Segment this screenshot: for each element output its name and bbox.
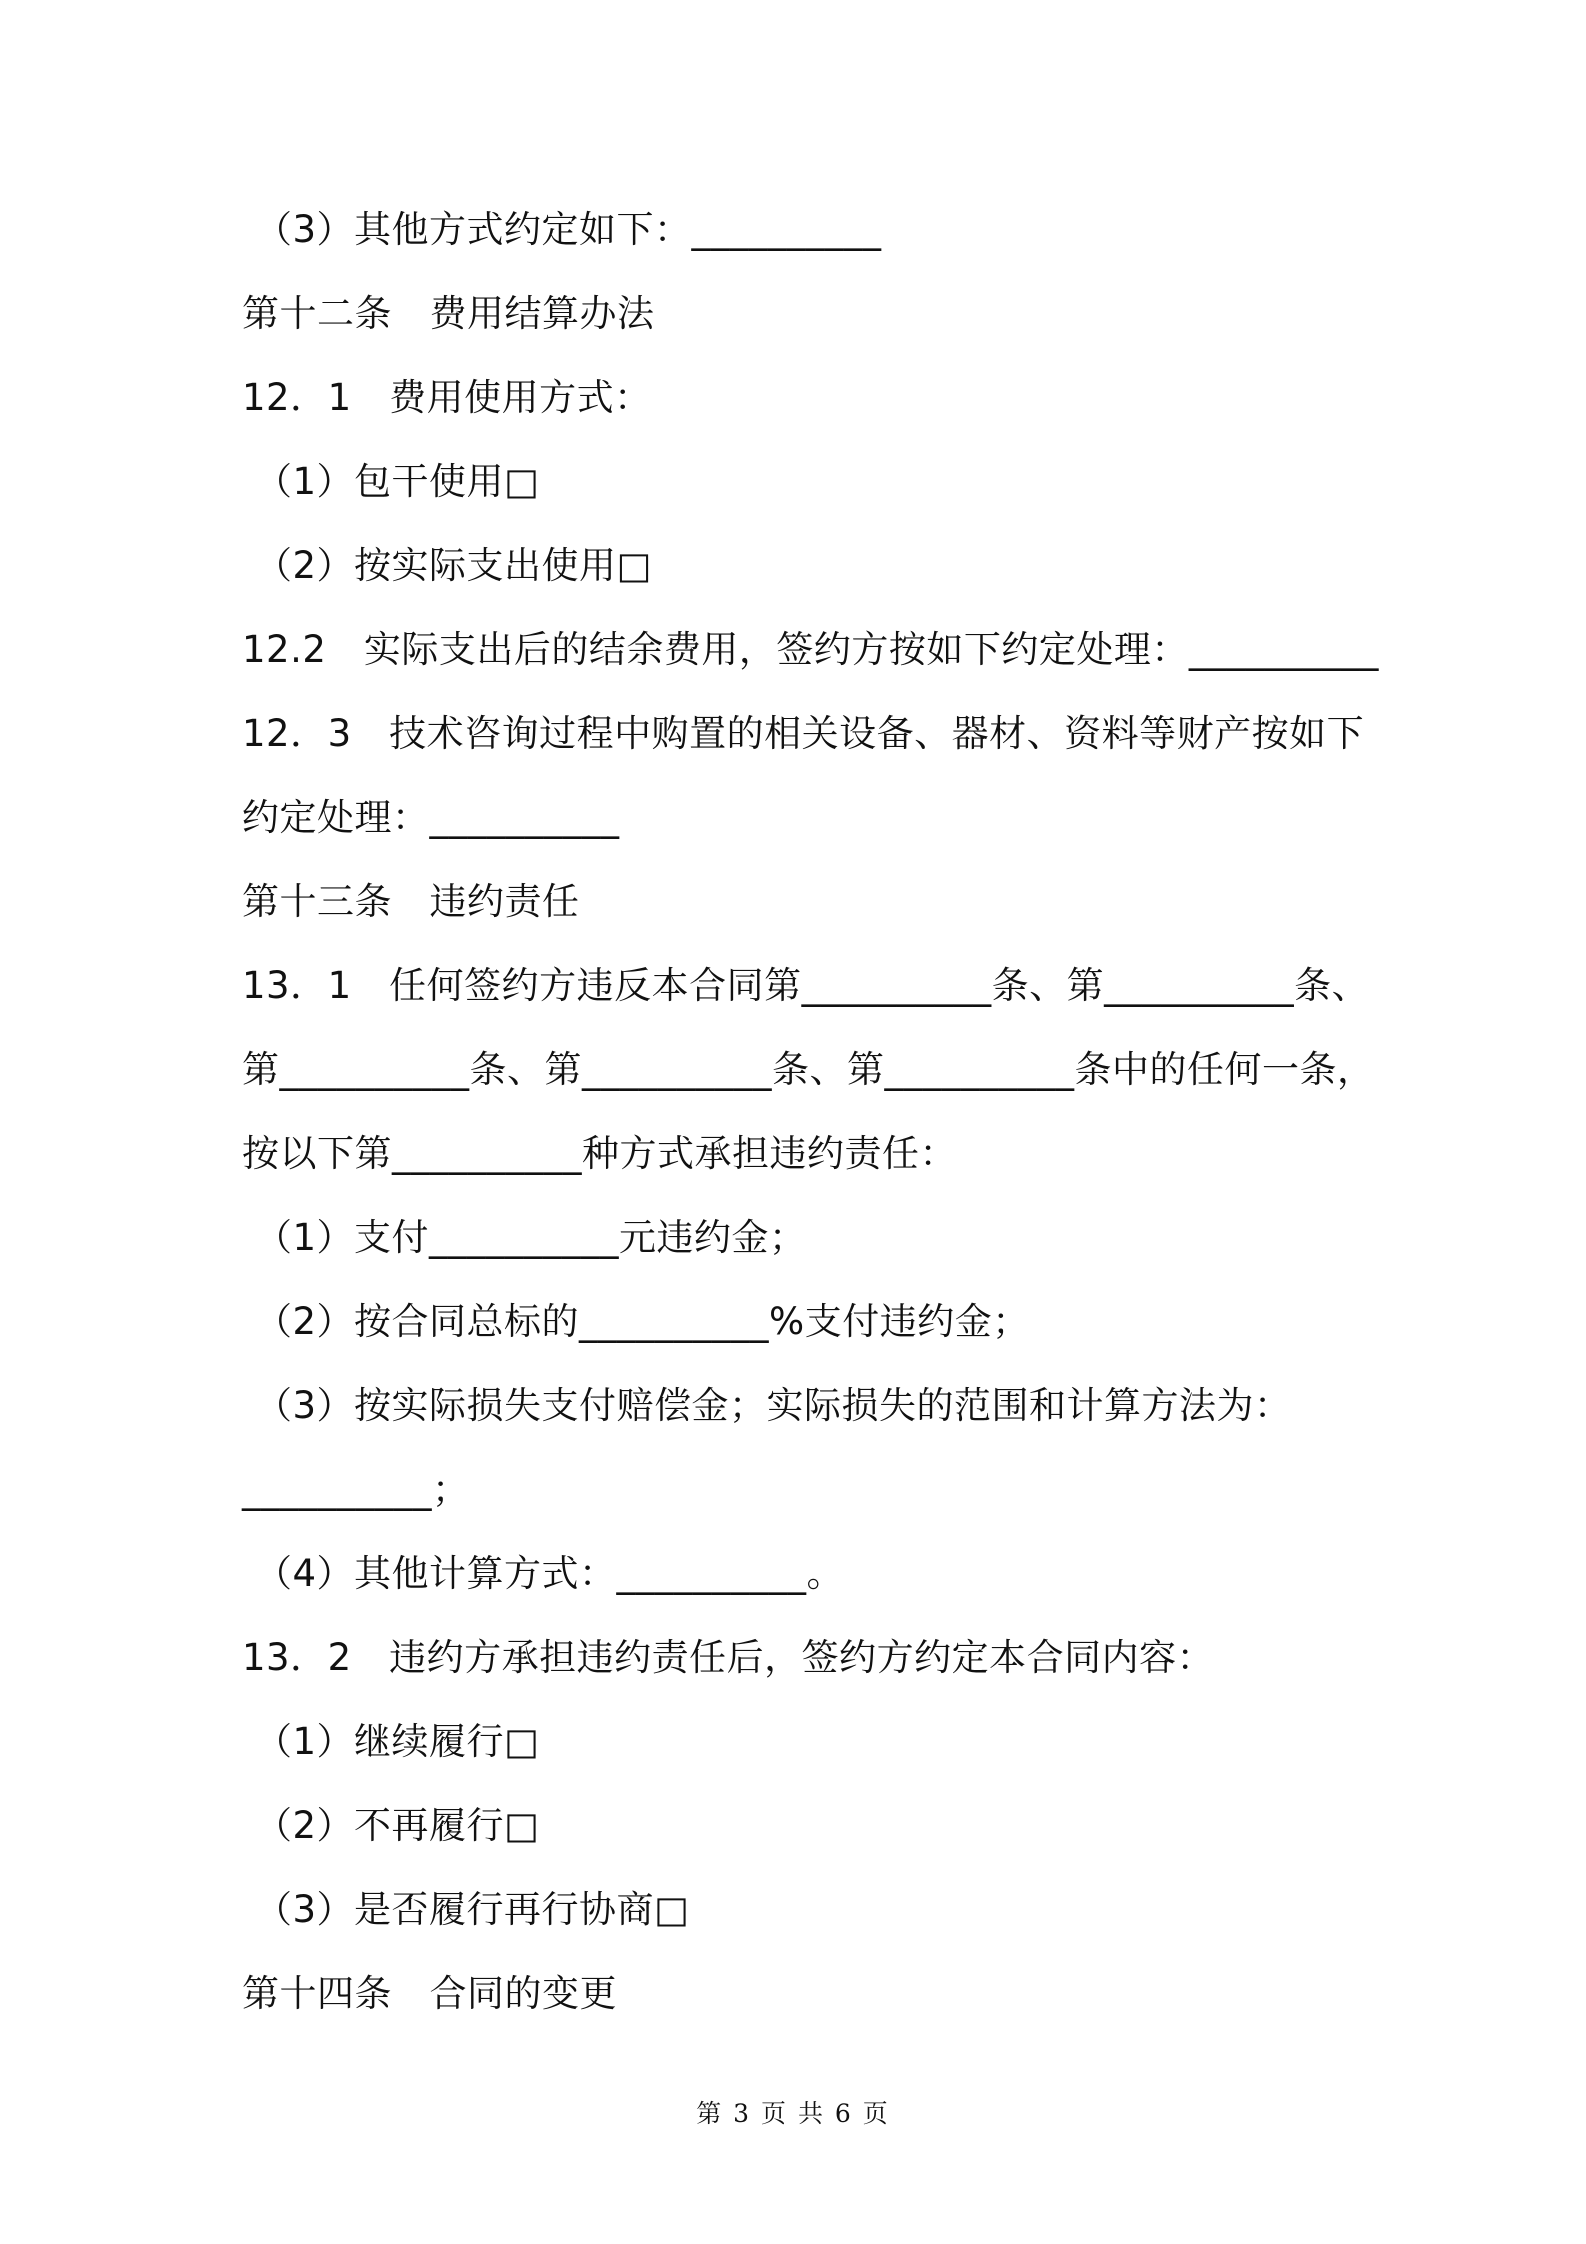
- section-heading: 第十三条 违约责任: [242, 880, 580, 923]
- page-number-footer: 第 3 页 共 6 页: [696, 2099, 890, 2128]
- checkbox-option: （1）继续履行□: [255, 1720, 540, 1763]
- text-line: 约定处理：__________: [242, 796, 620, 839]
- checkbox-option: （2）按实际支出使用□: [255, 544, 652, 587]
- clause-line: 12．1 费用使用方式：: [242, 376, 652, 419]
- checkbox-option: （3）是否履行再行协商□: [255, 1888, 690, 1931]
- text-line: （4）其他计算方式：__________。: [255, 1552, 845, 1595]
- clause-line: 13．2 违约方承担违约责任后，签约方约定本合同内容：: [242, 1636, 1215, 1679]
- section-heading: 第十二条 费用结算办法: [242, 292, 655, 335]
- text-line: （1）支付__________元违约金；: [255, 1216, 807, 1259]
- checkbox-option: （1）包干使用□: [255, 460, 540, 503]
- section-heading: 第十四条 合同的变更: [242, 1972, 617, 2015]
- text-line: 按以下第__________种方式承担违约责任：: [242, 1132, 957, 1175]
- checkbox-option: （2）不再履行□: [255, 1804, 540, 1847]
- text-line: （3）按实际损失支付赔偿金；实际损失的范围和计算方法为：: [255, 1384, 1292, 1427]
- text-line: 第__________条、第__________条、第__________条中的任何一条，: [242, 1048, 1375, 1091]
- text-line: （2）按合同总标的__________%支付违约金；: [255, 1300, 1030, 1343]
- text-line: __________；: [242, 1468, 470, 1511]
- clause-line: 12.2 实际支出后的结余费用，签约方按如下约定处理：__________: [242, 628, 1379, 671]
- text-line: （3）其他方式约定如下：__________: [255, 208, 882, 251]
- clause-line: 13．1 任何签约方违反本合同第__________条、第__________条、: [242, 964, 1370, 1007]
- clause-line: 12．3 技术咨询过程中购置的相关设备、器材、资料等财产按如下: [242, 712, 1365, 755]
